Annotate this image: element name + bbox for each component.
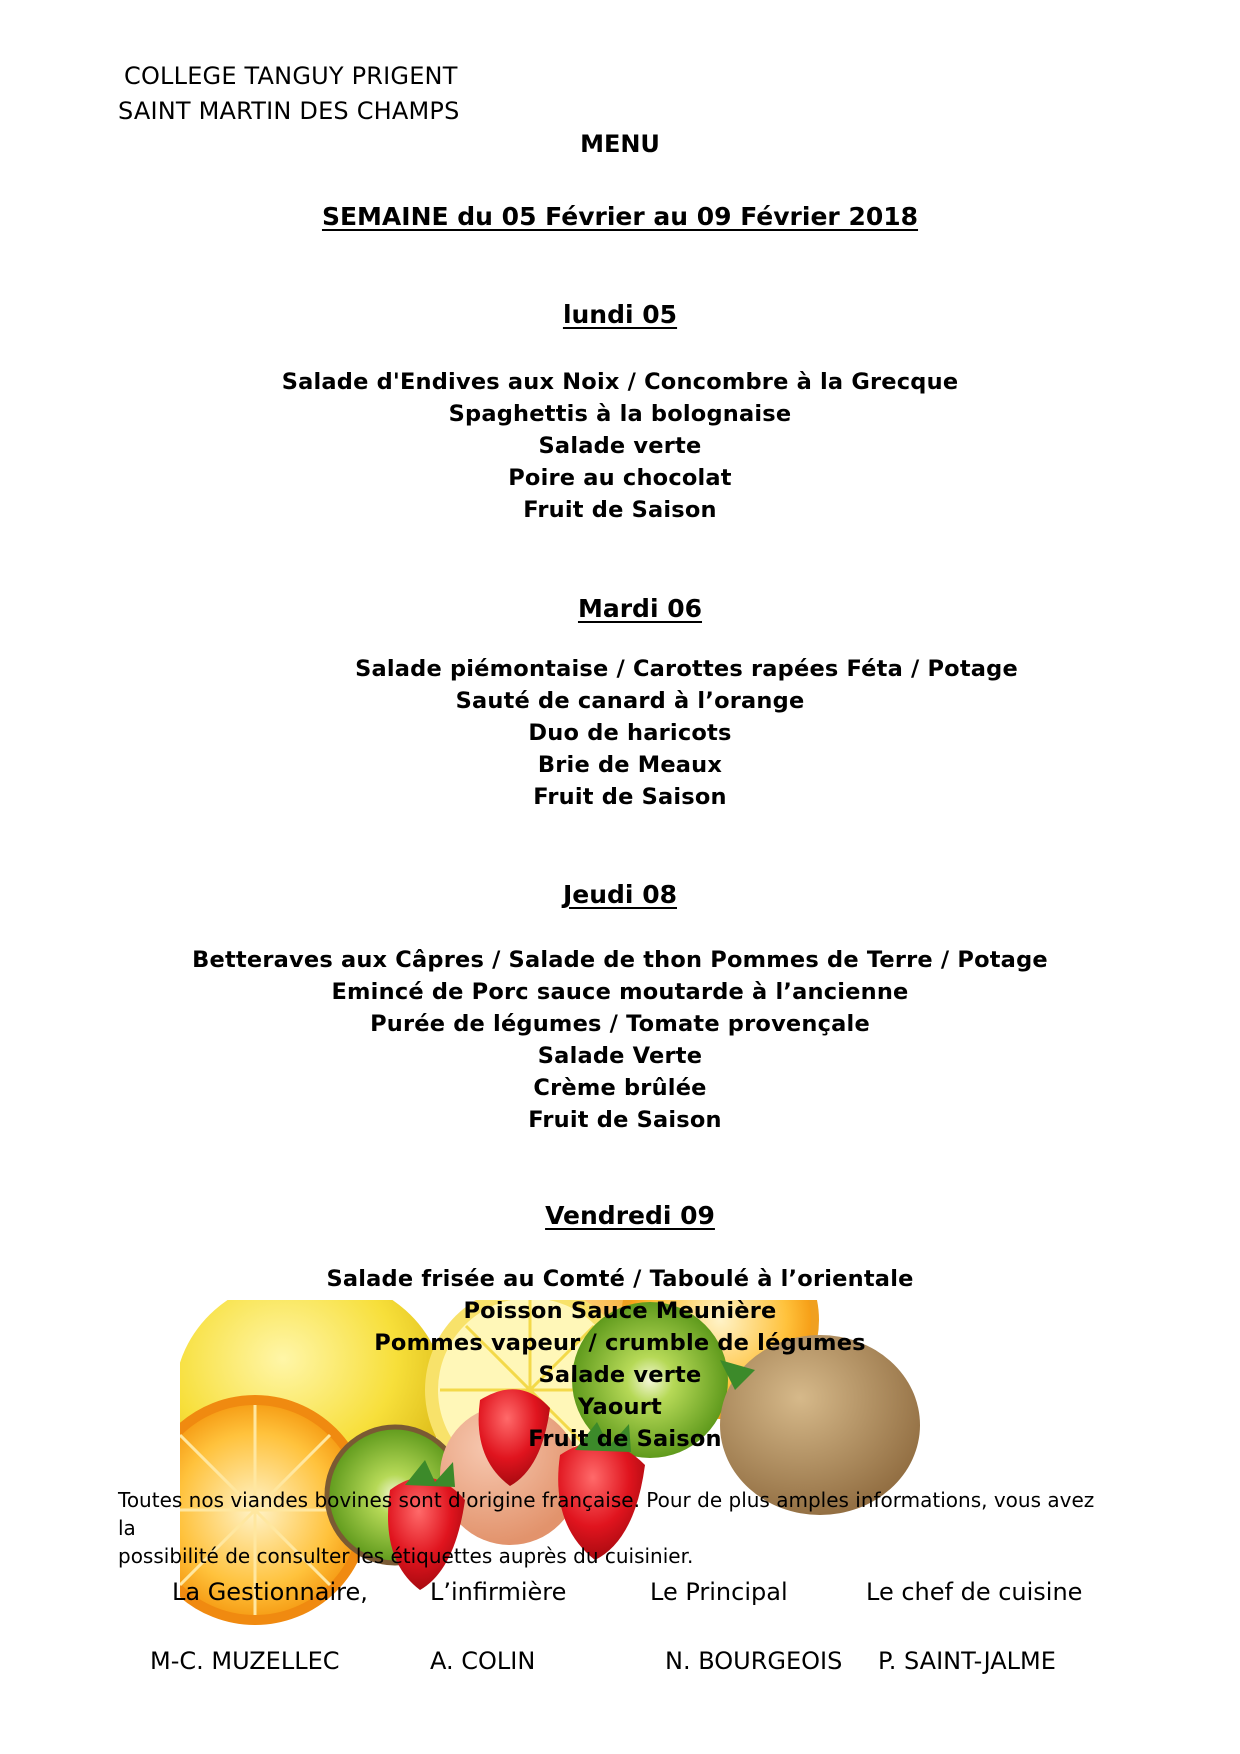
role-chef-cuisine: Le chef de cuisine [866,1578,1083,1606]
day-menu-jeudi [0,944,1240,1136]
menu-item: Pommes vapeur / crumble de légumes [374,1330,866,1356]
origin-note-line: possibilité de consulter les étiquettes auprès du cuisinier. [118,1544,694,1568]
menu-item: Salade piémontaise / Carottes rapées Féta / Potage [355,656,1018,682]
role-principal: Le Principal [650,1578,788,1606]
origin-note [118,1486,1118,1570]
menu-item: Fruit de Saison [533,784,727,810]
menu-item: Crème brûlée [533,1075,707,1101]
menu-item: Duo de haricots [528,720,732,746]
day-heading-mardi: Mardi 06 [577,594,703,623]
menu-item: Poire au chocolat [508,465,732,491]
day-heading-lundi: lundi 05 [562,300,678,329]
menu-item: Poisson Sauce Meunière [463,1298,777,1324]
menu-item: Yaourt [578,1394,662,1420]
menu-item: Brie de Meaux [537,752,723,778]
day-menu-lundi [0,366,1240,526]
name-gestionnaire: M-C. MUZELLEC [150,1647,340,1675]
menu-item: Fruit de Saison [523,497,717,523]
page-title: MENU [580,130,660,158]
menu-item: Salade d'Endives aux Noix / Concombre à la Grecque [281,369,959,395]
name-principal: N. BOURGEOIS [665,1647,843,1675]
name-infirmiere: A. COLIN [430,1647,536,1675]
day-menu-vendredi [0,1263,1240,1455]
menu-item: Salade frisée au Comté / Taboulé à l’orientale [326,1266,914,1292]
day-menu-mardi [0,653,1240,813]
menu-item: Sauté de canard à l’orange [455,688,805,714]
menu-item: Fruit de Saison [528,1107,722,1133]
menu-item: Emincé de Porc sauce moutarde à l’ancienne [331,979,909,1005]
role-infirmiere: L’infirmière [430,1578,567,1606]
school-name: COLLEGE TANGUY PRIGENT [124,62,458,90]
school-town: SAINT MARTIN DES CHAMPS [118,97,460,125]
menu-item: Spaghettis à la bolognaise [448,401,792,427]
menu-item: Fruit de Saison [528,1426,722,1452]
menu-item: Purée de légumes / Tomate provençale [370,1011,870,1037]
day-heading-vendredi: Vendredi 09 [545,1201,715,1230]
origin-note-line: Toutes nos viandes bovines sont d'origine française. Pour de plus amples informations, vous avez la [118,1488,1095,1540]
menu-item: Betteraves aux Câpres / Salade de thon Pommes de Terre / Potage [192,947,1048,973]
name-chef-cuisine: P. SAINT-JALME [878,1647,1056,1675]
menu-item: Salade verte [538,433,702,459]
week-range: SEMAINE du 05 Février au 09 Février 2018 [321,202,919,231]
menu-item: Salade verte [538,1362,702,1388]
day-heading-jeudi: Jeudi 08 [562,880,677,909]
role-gestionnaire: La Gestionnaire, [172,1578,368,1606]
menu-item: Salade Verte [537,1043,703,1069]
